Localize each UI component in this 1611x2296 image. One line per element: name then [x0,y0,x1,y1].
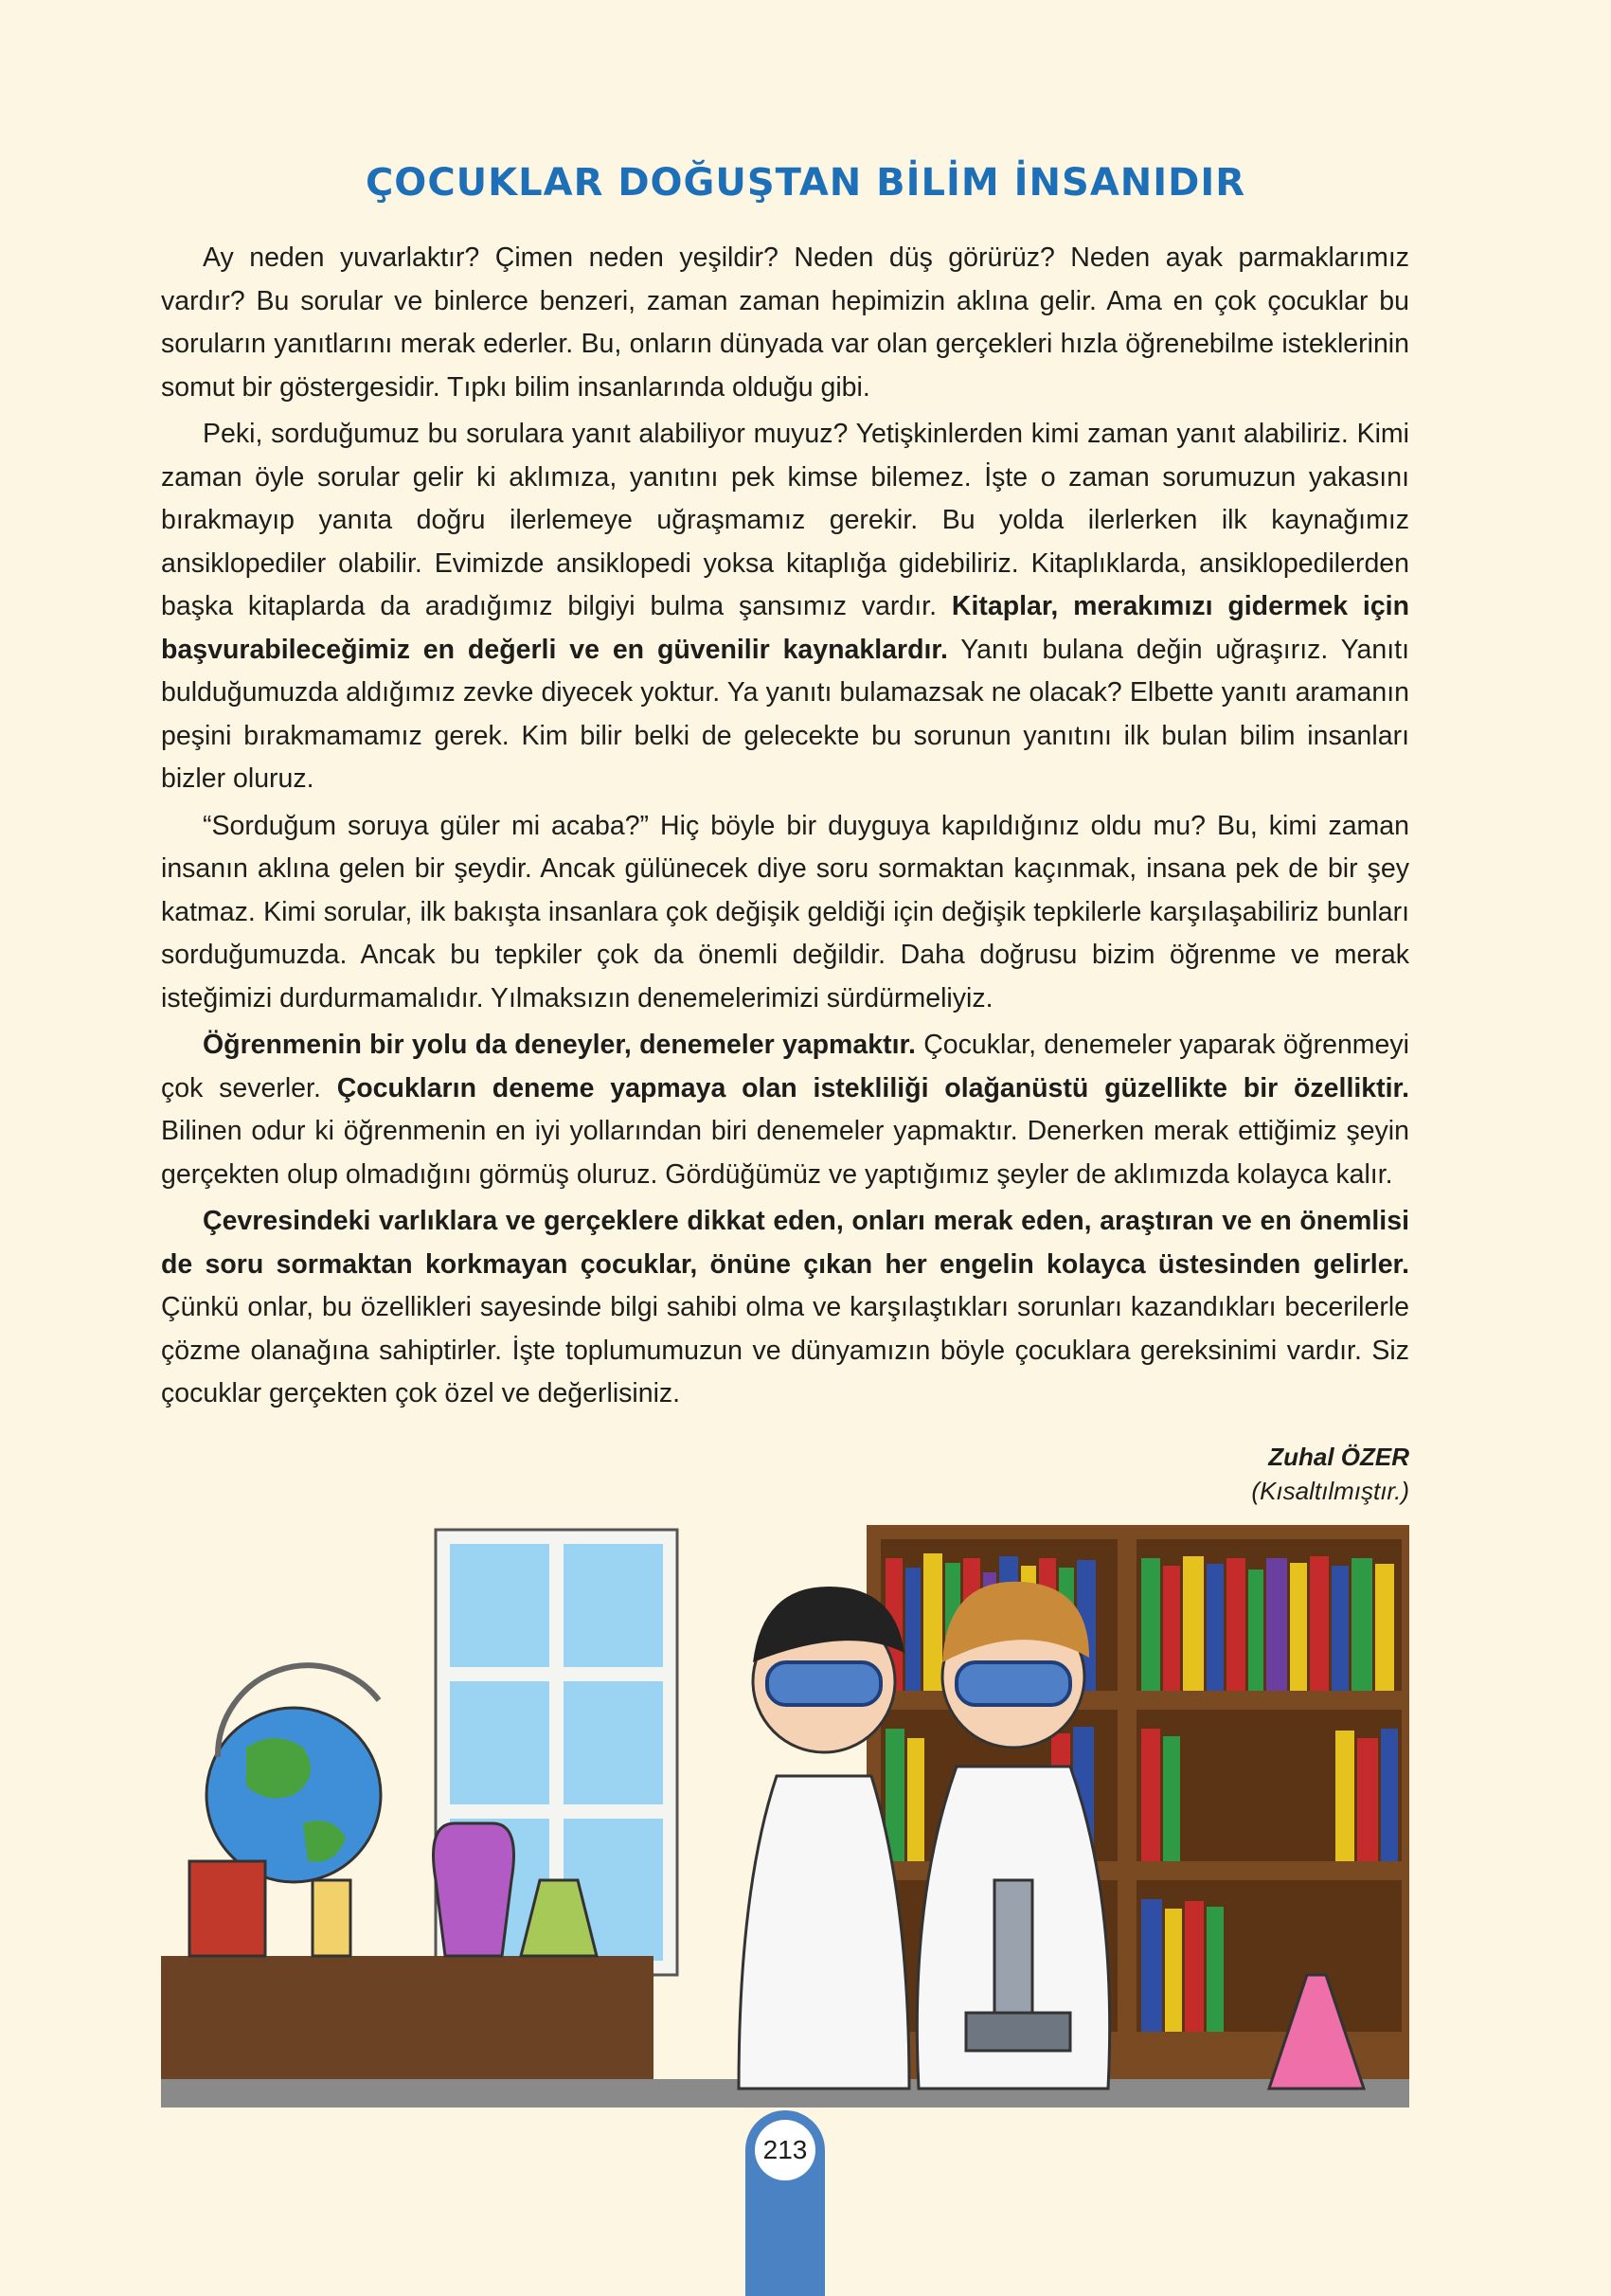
article-body [161,237,1409,1420]
emphasized-text: Kitaplar, merakımızı gidermek için başvurabileceğimiz en değerli ve en güvenilir kaynaklardır. [161,591,1409,665]
page-number: 213 [755,2120,815,2180]
desk-image [161,1956,653,2089]
author-name: Zuhal ÖZER [1268,1443,1409,1471]
emphasized-text: Çocukların deneme yapmaya olan istekliliği olağanüstü güzellikte bir özelliktir. [336,1072,1409,1103]
page-title: ÇOCUKLAR DOĞUŞTAN BİLİM İNSANIDIR [365,161,1246,205]
author-note: (Kısaltılmıştır.) [1251,1477,1409,1505]
emphasized-text: Çevresindeki varlıklara ve gerçeklere dikkat eden, onları merak eden, araştıran ve en önemlisi de soru sormaktan korkmayan çocuklar, önüne çıkan her engelin kolayca üstesinden gelirler. [161,1206,1409,1280]
paragraph [161,805,1409,1021]
paragraph [161,1024,1409,1196]
laboratory-illustration [161,1520,1409,2108]
paragraph-text: Yanıtı bulana değin uğraşırız. Yanıtı bulduğumuzda aldığımız zevke diyecek yoktur. Ya yanıtı bulamazsak ne olacak? Elbette yanıtı aramanın peşini bırakmamamız gerek. Kim bilir belki de gelecekte bu sorunun yanıtını ilk bulan bilim insanları bizler oluruz. [161,634,1409,794]
globe-image [206,1665,381,1882]
paragraph [161,413,1409,801]
paragraph-text: “Sorduğum soruya güler mi acaba?” Hiç böyle bir duyguya kapıldığınız oldu mu? Bu, kimi zaman insanın aklına gelen bir şeydir. Ancak gülünecek diye soru sormaktan kaçınmak, insana pek de bir şey katmaz. Kimi sorular, ilk bakışta insanlara çok değişik geldiği için değişik tepkilerle karşılaşabiliriz bunları sorduğumuzda. Ancak bu tepkiler çok da önemli değildir. Daha doğrusu bizim öğrenme ve merak isteğimizi durdurmamalıdır. Yılmaksızın denemelerimizi sürdürmeliyiz. [161,810,1409,1013]
paragraph-text: Çünkü onlar, bu özellikleri sayesinde bilgi sahibi olma ve karşılaştıkları sorunları kazandıkları becerilerle çözme olanağına sahiptirler. İşte toplumumuzun ve dünyamızın böyle çocuklara gereksinimi vardır. Siz çocuklar gerçekten çok özel ve değerlisiniz. [161,1292,1409,1408]
paragraph [161,237,1409,409]
paragraph-text: Peki, sorduğumuz bu sorulara yanıt alabiliyor muyuz? Yetişkinlerden kimi zaman yanıt alabiliriz. Kimi zaman öyle sorular gelir ki aklımıza, yanıtını pek kimse bilemez. İşte o zaman sorumuzun yakasını bırakmayıp yanıta doğru ilerlemeye uğraşmamız gerekir. Bu yolda ilerlerken ilk kaynağımız ansiklopediler olabilir. Evimizde ansiklopedi yoksa kitaplığa gidebiliriz. Kitaplıklarda, ansiklopedilerden başka kitaplarda da aradığımız bilgiyi bulma şansımız vardır. [161,419,1409,621]
paragraph [161,1200,1409,1416]
paragraph-text: Ay neden yuvarlaktır? Çimen neden yeşildir? Neden düş görürüz? Neden ayak parmaklarımız vardır? Bu sorular ve binlerce benzeri, zaman zaman hepimizin aklına gelir. Ama en çok çocuklar bu soruların yanıtlarını merak ederler. Bu, onların dünyada var olan gerçekleri hızla öğrenebilme isteklerinin somut bir göstergesidir. Tıpkı bilim insanlarında olduğu gibi. [161,242,1409,403]
paragraph-text: Bilinen odur ki öğrenmenin en iyi yollarından biri denemeler yapmaktır. Denerken merak ettiğimiz şeyin gerçekten olup olmadığını görmüş oluruz. Gördüğümüz ve yaptığımız şeyler de aklımızda kolayca kalır. [161,1116,1409,1190]
emphasized-text: Öğrenmenin bir yolu da deneyler, denemeler yapmaktır. [203,1030,916,1060]
author-block [1251,1440,1409,1508]
paragraph-text: Çocuklar, denemeler yaparak öğrenmeyi çok severler. [161,1030,1409,1103]
